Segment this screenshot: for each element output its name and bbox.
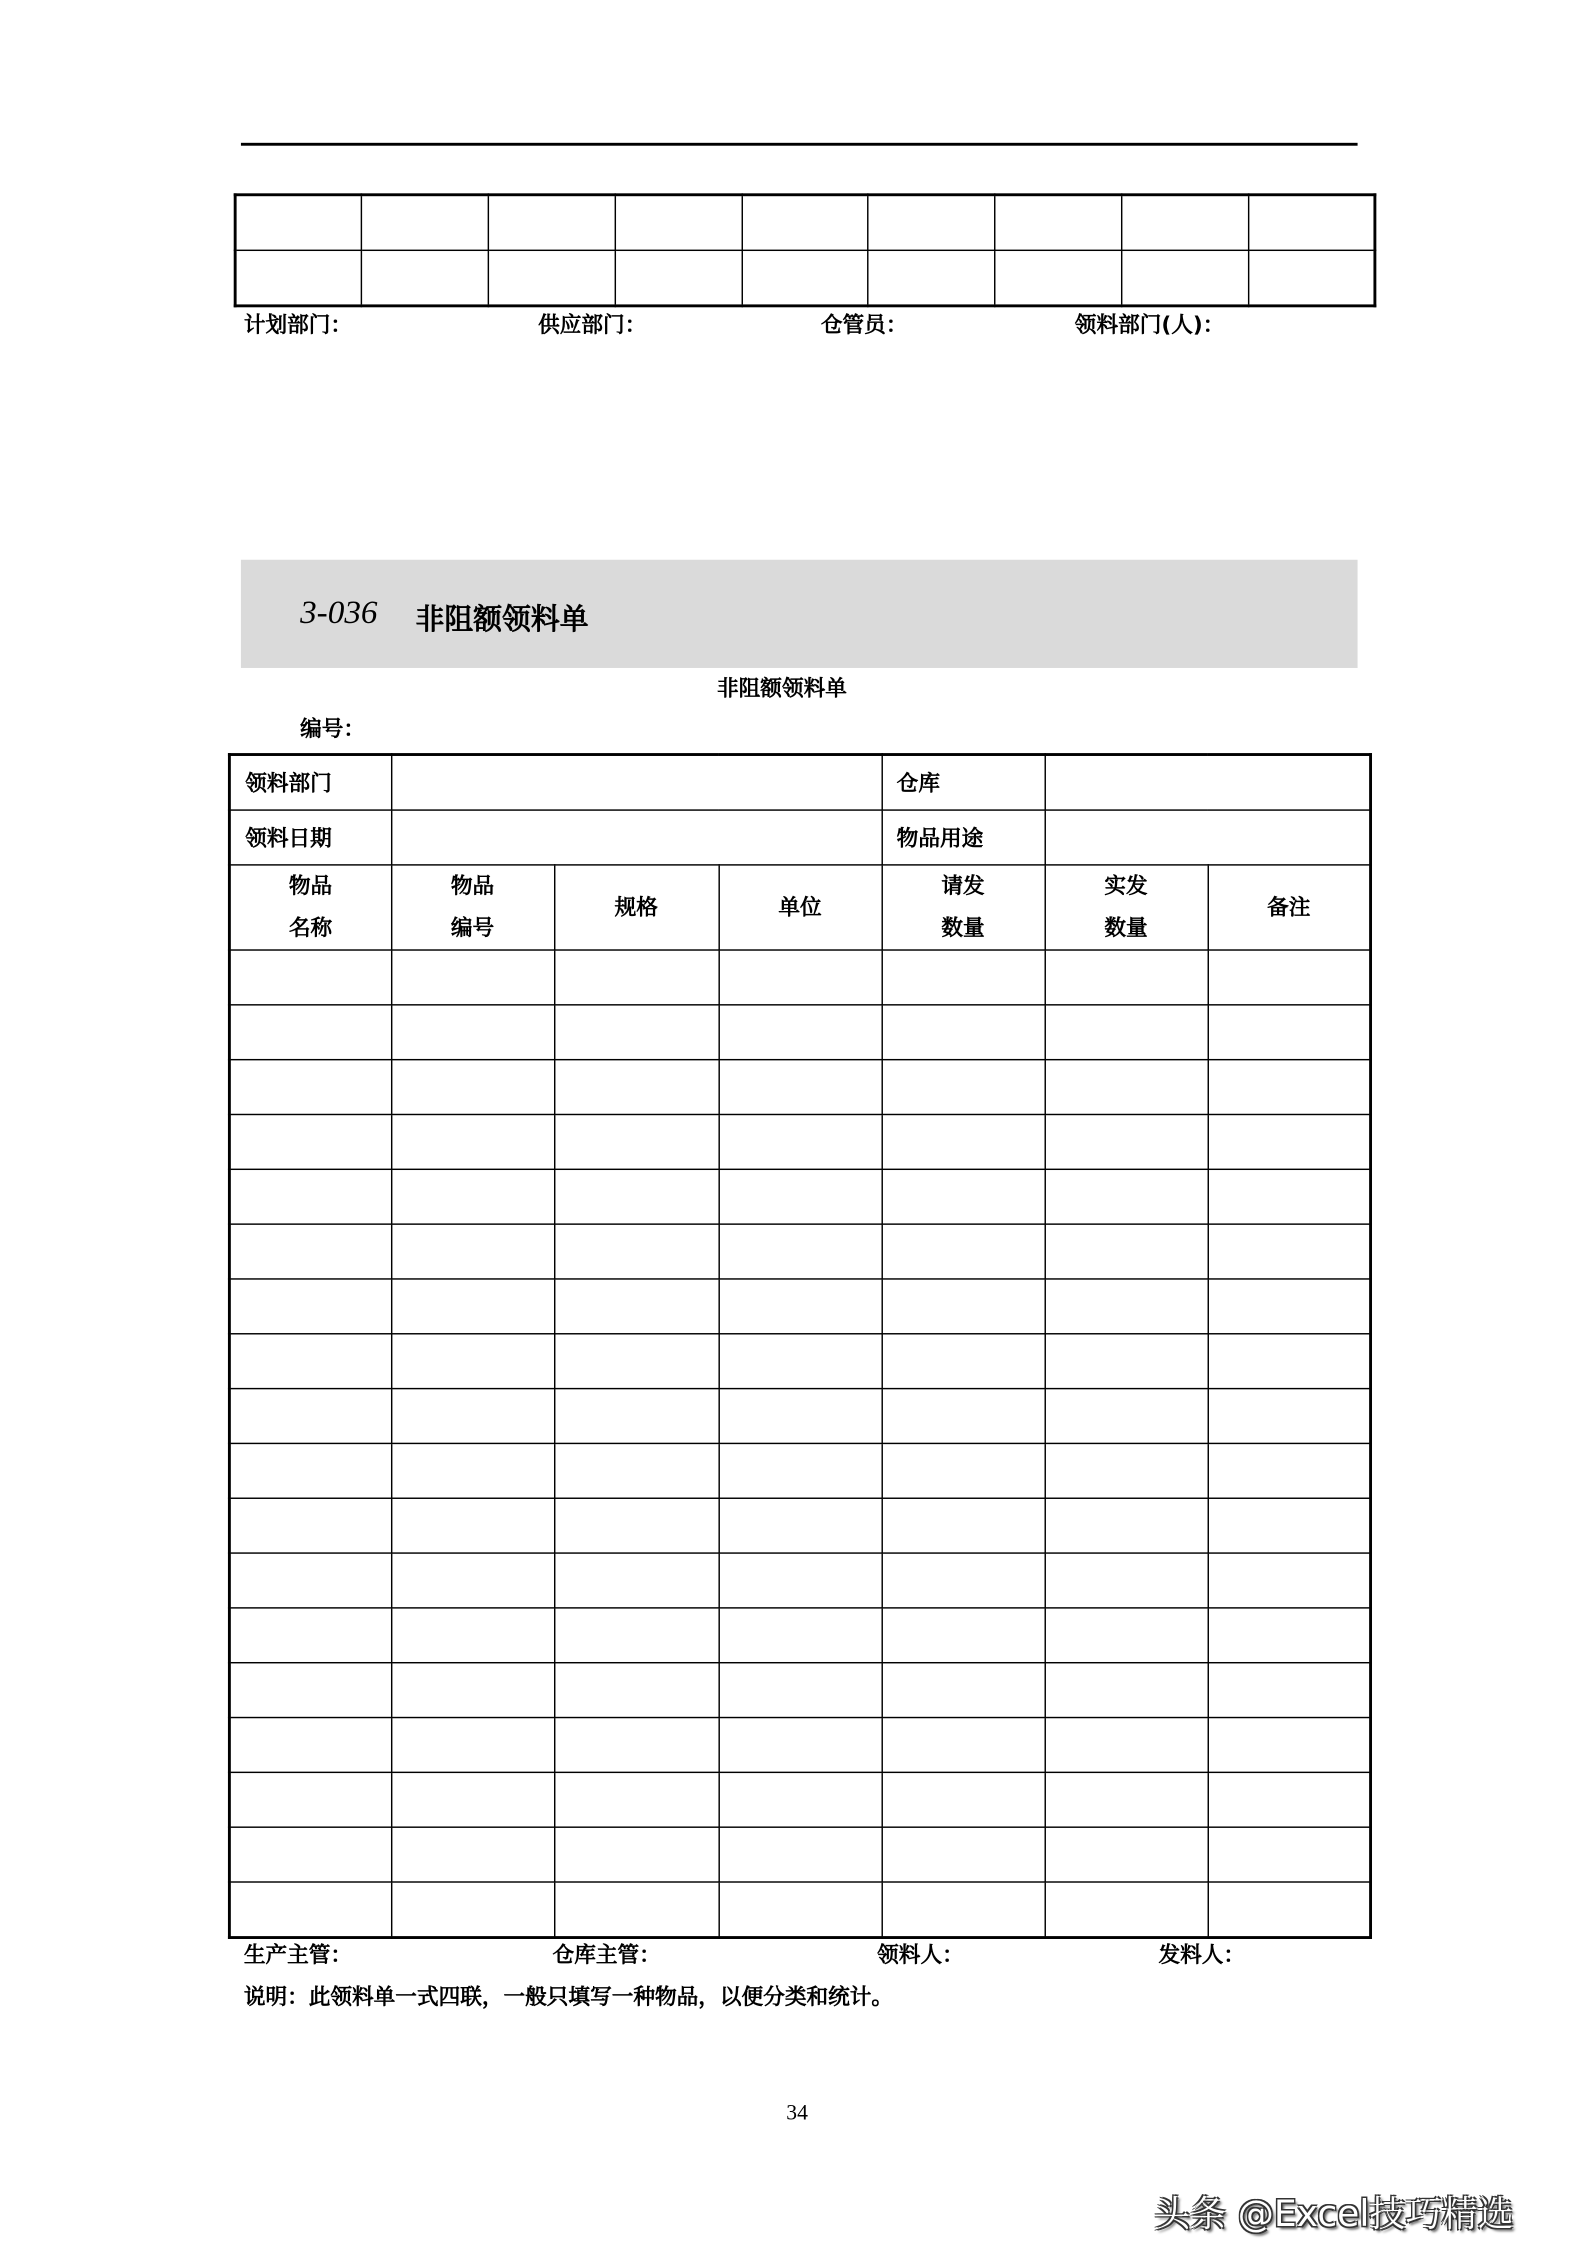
table-cell[interactable] [229,1718,391,1773]
table-cell[interactable] [391,1334,554,1389]
table-cell[interactable] [554,1718,718,1773]
table-cell[interactable] [1045,1498,1208,1553]
table-cell[interactable] [1208,1279,1371,1334]
section-number: 3-036 [300,594,378,631]
table-cell[interactable] [1045,1279,1208,1334]
table-cell[interactable] [229,1279,391,1334]
table-cell[interactable] [718,950,881,1005]
table-cell[interactable] [554,1169,718,1224]
table-cell[interactable] [1208,1224,1371,1279]
column-header-line: 物品 [450,872,495,899]
table-row [229,1224,1370,1279]
table-cell[interactable] [391,1279,554,1334]
usage-label: 物品用途 [882,810,1045,865]
table-cell[interactable] [391,1608,554,1663]
warehouse-field[interactable] [1045,755,1371,811]
column-header [391,865,554,950]
table-cell[interactable] [882,1663,1045,1718]
serial-number-label: 编号： [300,715,366,742]
table-cell[interactable] [391,1827,554,1882]
table-cell[interactable] [554,1443,718,1498]
table-cell[interactable] [229,1060,391,1115]
column-header-line: 规格 [614,893,658,920]
table-cell[interactable] [391,1718,554,1773]
table-cell[interactable] [1045,1827,1208,1882]
table-cell[interactable] [391,950,554,1005]
table-cell[interactable] [718,1443,881,1498]
table-cell[interactable] [391,1443,554,1498]
table-cell[interactable] [554,1060,718,1115]
column-header-line: 名称 [288,914,333,941]
column-header [882,865,1045,950]
supply-dept-signature: 供应部门： [538,311,647,338]
table-cell[interactable] [554,1608,718,1663]
table-cell[interactable] [229,1772,391,1827]
table-cell[interactable] [718,1882,881,1938]
table-row [229,1718,1370,1773]
table-cell[interactable] [391,1224,554,1279]
table-cell[interactable] [1045,1882,1208,1938]
column-header [718,865,881,950]
table-row [229,1334,1370,1389]
table-cell[interactable] [229,1663,391,1718]
table-cell[interactable] [1208,1389,1371,1444]
table-row [229,1114,1370,1169]
plan-dept-signature: 计划部门： [243,311,353,338]
table-cell[interactable] [882,1005,1045,1060]
table-cell[interactable] [718,1060,881,1115]
table-cell[interactable] [391,1772,554,1827]
table-cell[interactable] [718,1772,881,1827]
table-cell[interactable] [229,1498,391,1553]
table-cell[interactable] [229,1114,391,1169]
section-title: 非阻额领料单 [415,601,589,637]
table-cell[interactable] [882,950,1045,1005]
table-row [229,1553,1370,1608]
column-header-line: 数量 [941,914,985,941]
table-cell[interactable] [1208,1169,1371,1224]
table-row [229,1772,1370,1827]
table-cell[interactable] [1208,1827,1371,1882]
table-cell[interactable] [229,1224,391,1279]
table-cell[interactable] [882,1772,1045,1827]
table-row [229,1882,1370,1938]
table-cell[interactable] [554,1279,718,1334]
table-cell[interactable] [882,1060,1045,1115]
table-cell[interactable] [718,1553,881,1608]
table-cell[interactable] [1208,1718,1371,1773]
table-cell[interactable] [229,1443,391,1498]
table-cell[interactable] [718,1114,881,1169]
form-title: 非阻额领料单 [717,675,847,702]
table-row [229,1169,1370,1224]
dept-label: 领料部门 [229,755,391,811]
column-header-line: 备注 [1267,893,1311,920]
table-cell[interactable] [1208,1663,1371,1718]
table-cell[interactable] [718,1169,881,1224]
table-cell[interactable] [1208,1060,1371,1115]
section-header-band [241,560,1358,668]
table-cell[interactable] [229,1553,391,1608]
table-cell[interactable] [1045,1005,1208,1060]
table-cell[interactable] [1208,1114,1371,1169]
header-rule [241,143,1358,146]
table-cell[interactable] [882,1553,1045,1608]
table-cell[interactable] [1045,1553,1208,1608]
table-cell[interactable] [391,1005,554,1060]
table-row [229,1443,1370,1498]
table-cell[interactable] [718,1608,881,1663]
warehouse-supervisor-signature: 仓库主管： [552,1941,661,1968]
table-cell[interactable] [391,1114,554,1169]
column-header [229,865,391,950]
usage-field[interactable] [1045,810,1371,865]
table-cell[interactable] [1208,1005,1371,1060]
requisition-dept-signature: 领料部门(人)： [1074,311,1225,338]
table-row [229,1005,1370,1060]
table-cell[interactable] [1045,1114,1208,1169]
table-cell[interactable] [391,1663,554,1718]
table-cell[interactable] [1208,1553,1371,1608]
table-cell[interactable] [882,1718,1045,1773]
table-cell[interactable] [718,1389,881,1444]
table-cell[interactable] [554,1882,718,1938]
date-label: 领料日期 [229,810,391,865]
table-cell[interactable] [1208,1498,1371,1553]
table-cell[interactable] [882,1224,1045,1279]
table-cell[interactable] [1045,1443,1208,1498]
column-header-line: 数量 [1104,914,1148,941]
table-row [229,1663,1370,1718]
table-cell[interactable] [718,1005,881,1060]
table-cell[interactable] [1045,1389,1208,1444]
table-cell[interactable] [554,1772,718,1827]
receiver-signature: 领料人： [877,1941,964,1968]
table-row [229,950,1370,1005]
table-cell[interactable] [1045,950,1208,1005]
column-header-row [229,865,1370,950]
table-row [229,1498,1370,1553]
table-cell[interactable] [882,1334,1045,1389]
table-cell[interactable] [554,1827,718,1882]
table-cell[interactable] [1045,1060,1208,1115]
table-cell[interactable] [718,1498,881,1553]
table-cell[interactable] [391,1553,554,1608]
page-number: 34 [786,2102,808,2126]
table-cell[interactable] [718,1334,881,1389]
column-header-line: 单位 [778,893,822,920]
table-cell[interactable] [718,1718,881,1773]
table-cell[interactable] [554,1389,718,1444]
table-cell[interactable] [554,950,718,1005]
table-cell[interactable] [882,1498,1045,1553]
dept-field[interactable] [391,755,882,811]
table-cell[interactable] [882,1389,1045,1444]
column-header [554,865,718,950]
table-cell[interactable] [229,1005,391,1060]
table-row [229,1608,1370,1663]
top-continuation-table [234,193,1377,307]
table-cell[interactable] [554,1498,718,1553]
form-note: 说明：此领料单一式四联，一般只填写一种物品，以便分类和统计。 [243,1983,894,2010]
table-cell[interactable] [1045,1718,1208,1773]
table-cell[interactable] [1045,1608,1208,1663]
table-cell[interactable] [718,1279,881,1334]
table-cell[interactable] [391,1498,554,1553]
column-header [1208,865,1371,950]
table-cell[interactable] [882,1169,1045,1224]
column-header-line: 请发 [941,872,985,899]
table-cell[interactable] [1045,1772,1208,1827]
table-cell[interactable] [1045,1334,1208,1389]
column-header-line: 实发 [1104,872,1148,899]
table-cell[interactable] [229,1882,391,1938]
table-cell[interactable] [718,1224,881,1279]
table-cell[interactable] [554,1663,718,1718]
table-cell[interactable] [882,1114,1045,1169]
date-field[interactable] [391,810,882,865]
table-cell[interactable] [229,950,391,1005]
table-cell[interactable] [554,1114,718,1169]
watermark: 头条 @Excel技巧精选 [1154,2192,1514,2235]
requisition-table [228,753,1372,1939]
table-cell[interactable] [554,1334,718,1389]
table-cell[interactable] [882,1827,1045,1882]
table-cell[interactable] [229,1827,391,1882]
table-cell[interactable] [229,1334,391,1389]
table-cell[interactable] [229,1169,391,1224]
table-cell[interactable] [1208,950,1371,1005]
storekeeper-signature: 仓管员： [820,311,908,338]
table-cell[interactable] [391,1882,554,1938]
table-cell[interactable] [718,1827,881,1882]
column-header-line: 编号 [450,914,495,941]
table-row [229,1279,1370,1334]
table-row [229,1389,1370,1444]
table-cell[interactable] [882,1443,1045,1498]
table-cell[interactable] [882,1882,1045,1938]
table-row [229,1827,1370,1882]
table-cell[interactable] [554,1224,718,1279]
table-cell[interactable] [391,1389,554,1444]
table-cell[interactable] [229,1608,391,1663]
table-cell[interactable] [882,1279,1045,1334]
table-cell[interactable] [554,1553,718,1608]
table-cell[interactable] [1208,1882,1371,1938]
column-header [1045,865,1208,950]
table-cell[interactable] [1045,1224,1208,1279]
table-cell[interactable] [882,1608,1045,1663]
table-cell[interactable] [229,1389,391,1444]
table-cell[interactable] [1208,1443,1371,1498]
table-cell[interactable] [391,1169,554,1224]
table-cell[interactable] [1208,1334,1371,1389]
table-cell[interactable] [1208,1608,1371,1663]
table-cell[interactable] [718,1663,881,1718]
table-cell[interactable] [391,1060,554,1115]
column-header-line: 物品 [288,872,333,899]
issuer-signature: 发料人： [1158,1941,1246,1968]
table-cell[interactable] [1045,1663,1208,1718]
production-supervisor-signature: 生产主管： [243,1941,353,1968]
table-cell[interactable] [554,1005,718,1060]
table-cell[interactable] [1045,1169,1208,1224]
table-cell[interactable] [1208,1772,1371,1827]
table-row [229,1060,1370,1115]
warehouse-label: 仓库 [882,755,1045,811]
